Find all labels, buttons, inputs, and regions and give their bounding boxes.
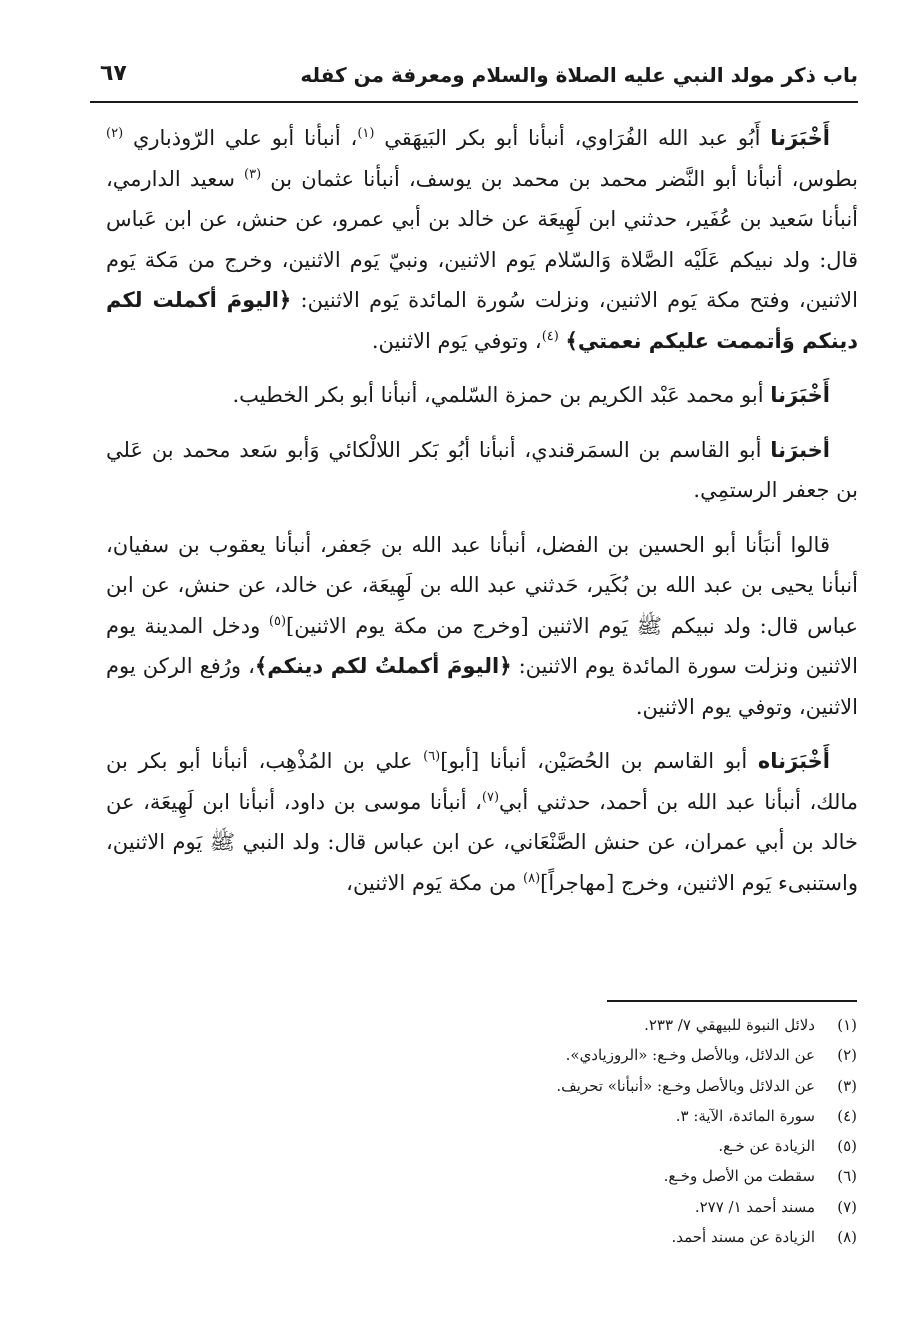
quran-quote: ﴿اليومَ أكملتُ لكم دينكم﴾ (254, 654, 512, 678)
quran-quote: ﴿اليومَ أكملت لكم دينكم وَأتممت عليكم نعمتي﴾ (106, 288, 858, 353)
isnad-keyword: أَخْبَرَنا (770, 383, 830, 407)
footnote-text: سورة المائدة، الآية: ٣. (675, 1106, 815, 1125)
text-run: ، ورُفع الركن يوم الاثنين، وتوفي يوم الاثنين. (106, 654, 858, 719)
isnad-keyword: أَخْبَرَناه (757, 749, 830, 773)
footnote-ref: (٣) (244, 166, 262, 182)
footnote-number: (٤) (837, 1106, 857, 1125)
text-run: أَبُو عبد الله الفُرَاوي، أنبأنا أبو بكر البَيهَقي (374, 126, 771, 150)
text-run: علي بن المُذْهِب، أنبأنا أبو بكر بن مالك، أنبأنا عبد الله بن أحمد، حدثني أبي (106, 749, 859, 814)
text-run (559, 329, 566, 353)
footnote-number: (٧) (837, 1197, 857, 1216)
paragraph (106, 741, 858, 903)
text-run: أبو محمد عَبْد الكريم بن حمزة السّلمي، أنبأنا أبو بكر الخطيب. (232, 383, 771, 407)
footnote-number: (٢) (837, 1046, 857, 1065)
isnad-keyword: أخبرَنا (770, 437, 830, 462)
text-run: أبو القاسم بن السمَرقندي، أنبأنا أبُو بَكر اللالْكائي وَأبو سَعد محمد بن عَلي بن جعفر الرستمِي. (106, 437, 858, 502)
footnote-text: الزيادة عن خـع. (718, 1137, 815, 1156)
footnote (357, 1161, 857, 1191)
paragraph (106, 525, 858, 728)
footnote-text: سقطت من الأصل وخـع. (663, 1167, 815, 1186)
text-run: من مكة يَوم الاثنين، (346, 870, 524, 895)
footnote (357, 1101, 857, 1131)
page-number: ٦٧ (100, 61, 127, 86)
footnote-number: (٥) (837, 1137, 857, 1156)
footnote-text: دلائل النبوة للبيهقي ٧/ ٢٣٣. (644, 1016, 815, 1034)
text-run: ، أنبأنا موسى بن داود، أنبأنا ابن لَهِيعَة، عن خالد بن أبي عمران، عن حنش الصَّنْعَاني، عن ابن عباس قال: ولد النبي ﷺ يَوم الاثنين، واستنبىء يَوم الاثنين، وخرج [مهاجراً] (106, 789, 858, 895)
text-run: قالوا أنبَأنا أبو الحسين بن الفضل، أنبأنا عبد الله بن جَعفر، أنبأنا يعقوب بن سفيان، أنبأنا يحيى بن عبد الله بن بُكَير، حَدثني عبد الله بن لَهِيعَة، عن خالد، عن حنش، عن ابن عباس قال: ولد نبيكم ﷺ يَوم الاثنين [وخرج من مكة يوم الاثنين] (106, 532, 858, 638)
footnote-text: الزيادة عن مسند أحمد. (671, 1228, 815, 1247)
footnote-ref: (٧) (481, 789, 500, 805)
paragraph (106, 430, 858, 511)
footnote-ref: (٥) (268, 613, 287, 629)
footnote-number: (٦) (837, 1167, 857, 1186)
footnote-number: (٣) (837, 1076, 857, 1095)
footnote (357, 1010, 857, 1040)
text-run: أبو القاسم بن الحُصَيْن، أنبأنا [أبو] (440, 749, 758, 773)
footnote-text: عن الدلائل، وبالأصل وخـع: «الروزيادي». (565, 1046, 815, 1065)
footnote-number: (٨) (837, 1228, 857, 1247)
paragraph (106, 118, 858, 361)
footnote (357, 1040, 857, 1070)
footnote (357, 1222, 857, 1252)
footnote-text: عن الدلائل وبالأصل وخـع: «أنبأنا» تحريف. (556, 1076, 815, 1095)
text-run: سعيد الدارمي، أنبأنا سَعيد بن عُفَير، حدثني ابن لَهِيعَة عن خالد بن أبي عمرو، عن حنش، عن ابن عَباس قال: ولد نبيكم عَلَيْه الصَّلاة وَالسّلام يَوم الاثنين، ونبيّ يَوم الاثنين، وخرج من مَكة يَوم الاثنين، وفتح مكة يَوم الاثنين، ونزلت سُورة المائدة يَوم الاثنين: (106, 166, 858, 312)
text-run: ، وتوفي يَوم الاثنين. (371, 328, 542, 353)
isnad-keyword: أَخْبَرَنا (770, 126, 831, 150)
footnote-separator (607, 1000, 857, 1002)
footnotes-list (357, 1010, 857, 1252)
text-run: بطوس، أنبأنا أبو النَّضر محمد بن محمد بن يوسف، أنبأنا عثمان بن (261, 166, 858, 191)
text-run: ، أنبأنا أبو علي الرّوذباري (123, 126, 358, 150)
footnote (357, 1131, 857, 1161)
footnote-number: (١) (837, 1016, 857, 1034)
footnote (357, 1071, 857, 1101)
footnote-ref: (٤) (541, 328, 559, 344)
page-header (90, 55, 858, 103)
running-title: باب ذكر مولد النبي عليه الصلاة والسلام ومعرفة من كفله (300, 63, 858, 87)
footnote-ref: (٢) (106, 126, 124, 141)
footnote (357, 1192, 857, 1222)
main-text (106, 118, 858, 903)
paragraph (106, 375, 858, 416)
footnote-ref: (١) (357, 126, 375, 141)
footnote-text: مسند أحمد ١/ ٢٧٧. (694, 1197, 815, 1216)
footnote-ref: (٨) (523, 870, 541, 886)
footnote-ref: (٦) (423, 749, 441, 764)
text-run: ودخل المدينة يوم الاثنين ونزلت سورة المائدة يوم الاثنين: (106, 613, 858, 678)
